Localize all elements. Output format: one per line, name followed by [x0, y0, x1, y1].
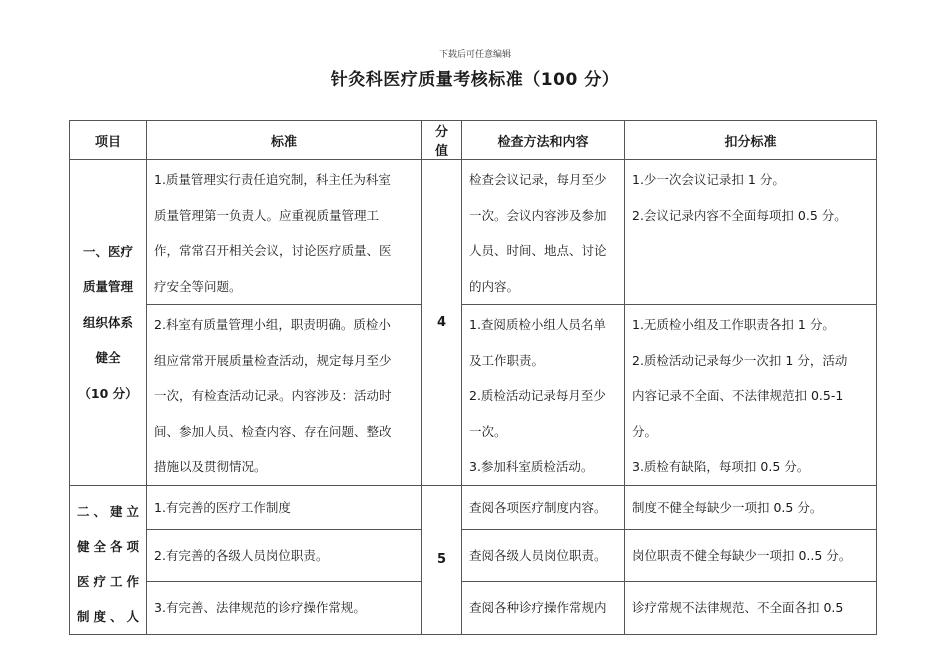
section2-project-line: 医疗工作: [77, 573, 139, 589]
text-line: 措施以及贯彻情况。: [154, 459, 267, 474]
table-row: [70, 160, 877, 305]
section2-row1-method: [462, 485, 625, 530]
text-line: 1.质量管理实行责任追究制，科主任为科室: [154, 172, 391, 187]
text-line: 3.质检有缺陷，每项扣 0.5 分。: [632, 459, 810, 474]
text-line: 查阅各种诊疗操作常规内: [469, 599, 607, 615]
text-line: 3.参加科室质检活动。: [469, 459, 594, 474]
section2-project-line: 二、建立: [77, 503, 139, 519]
assessment-table: [69, 120, 877, 635]
text-line: 3.有完善、法律规范的诊疗操作常规。: [154, 599, 366, 615]
section1-project-cell: [70, 160, 147, 486]
section2-project-line: 制度、人: [77, 608, 139, 624]
download-hint: 下载后可任意编辑: [438, 50, 511, 60]
text-line: 间、参加人员、检查内容、存在问题、整改: [154, 423, 392, 439]
section2-row1-deduction: [625, 485, 877, 530]
section2-project-line: 健全各项: [77, 538, 139, 554]
table-row: [70, 305, 877, 486]
section1-row2-standard: [147, 305, 422, 486]
section2-row2-deduction: [625, 530, 877, 582]
section2-row2-standard: [147, 530, 422, 582]
col-header-project: 项目: [70, 121, 147, 160]
section2-row1-standard: [147, 485, 422, 530]
section2-row3-method: [462, 582, 625, 634]
table-row: [70, 530, 877, 582]
section1-score: 4: [422, 160, 462, 486]
section2-row3-standard: [147, 582, 422, 634]
text-line: 诊疗常规不法律规范、不全面各扣 0.5: [632, 599, 844, 615]
text-line: 内容记录不全面、不法律规范扣 0.5-1: [632, 388, 844, 403]
text-line: 2.质检活动记录每月至少: [469, 388, 606, 403]
text-line: 1.有完善的医疗工作制度: [154, 499, 291, 515]
section2-project-cell: [70, 485, 147, 634]
section1-project-line: （10 分）: [78, 385, 138, 401]
text-line: 2.科室有质量管理小组，职责明确。质检小: [154, 317, 391, 332]
table-header-row: [70, 121, 877, 160]
text-line: 及工作职责。: [469, 352, 545, 368]
col-header-score: 分值: [422, 121, 462, 160]
text-line: 制度不健全每缺少一项扣 0.5 分。: [632, 499, 823, 515]
text-line: 组应常常开展质量检查活动，规定每月至少: [154, 352, 392, 368]
text-line: 作，常常召开相关会议，讨论医疗质量、医: [154, 243, 392, 258]
section1-project-line: 健全: [95, 350, 121, 365]
text-line: 分。: [632, 423, 658, 439]
text-line: 质量管理第一负责人。应重视质量管理工: [154, 207, 380, 223]
section1-row2-deduction: [625, 305, 877, 486]
text-line: 疗安全等问题。: [154, 278, 242, 294]
section1-row1-standard: [147, 160, 422, 305]
table-row: [70, 582, 877, 634]
text-line: 人员、时间、地点、讨论: [469, 243, 607, 258]
text-line: 一次。会议内容涉及参加: [469, 207, 607, 223]
section1-row1-deduction: [625, 160, 877, 305]
text-line: 一次，有检查活动记录。内容涉及：活动时: [154, 388, 392, 403]
text-line: 的内容。: [469, 278, 520, 294]
document-title: 针灸科医疗质量考核标准（100 分）: [330, 70, 620, 90]
text-line: 1.少一次会议记录扣 1 分。: [632, 172, 785, 187]
text-line: 查阅各级人员岗位职责。: [469, 547, 607, 563]
text-line: 查阅各项医疗制度内容。: [469, 499, 607, 515]
text-line: 2.有完善的各级人员岗位职责。: [154, 547, 329, 563]
text-line: 一次。: [469, 423, 507, 439]
text-line: 岗位职责不健全每缺少一项扣 0..5 分。: [632, 547, 852, 563]
col-header-deduction: 扣分标准: [625, 121, 877, 160]
section1-row2-method: [462, 305, 625, 486]
text-line: 2.会议记录内容不全面每项扣 0.5 分。: [632, 207, 847, 223]
section1-project-line: 质量管理: [82, 279, 133, 294]
section2-row3-deduction: [625, 582, 877, 634]
text-line: 1.查阅质检小组人员名单: [469, 317, 606, 332]
col-header-standard: 标准: [147, 121, 422, 160]
section2-score: 5: [422, 485, 462, 634]
table-row: [70, 485, 877, 530]
section1-project-line: 一、医疗: [82, 243, 133, 259]
section1-row1-method: [462, 160, 625, 305]
section1-project-line: 组织体系: [82, 314, 133, 330]
section2-row2-method: [462, 530, 625, 582]
text-line: 2.质检活动记录每少一次扣 1 分，活动: [632, 352, 848, 368]
col-header-method: 检查方法和内容: [462, 121, 625, 160]
text-line: 1.无质检小组及工作职责各扣 1 分。: [632, 317, 835, 332]
text-line: 检查会议记录，每月至少: [469, 172, 607, 187]
